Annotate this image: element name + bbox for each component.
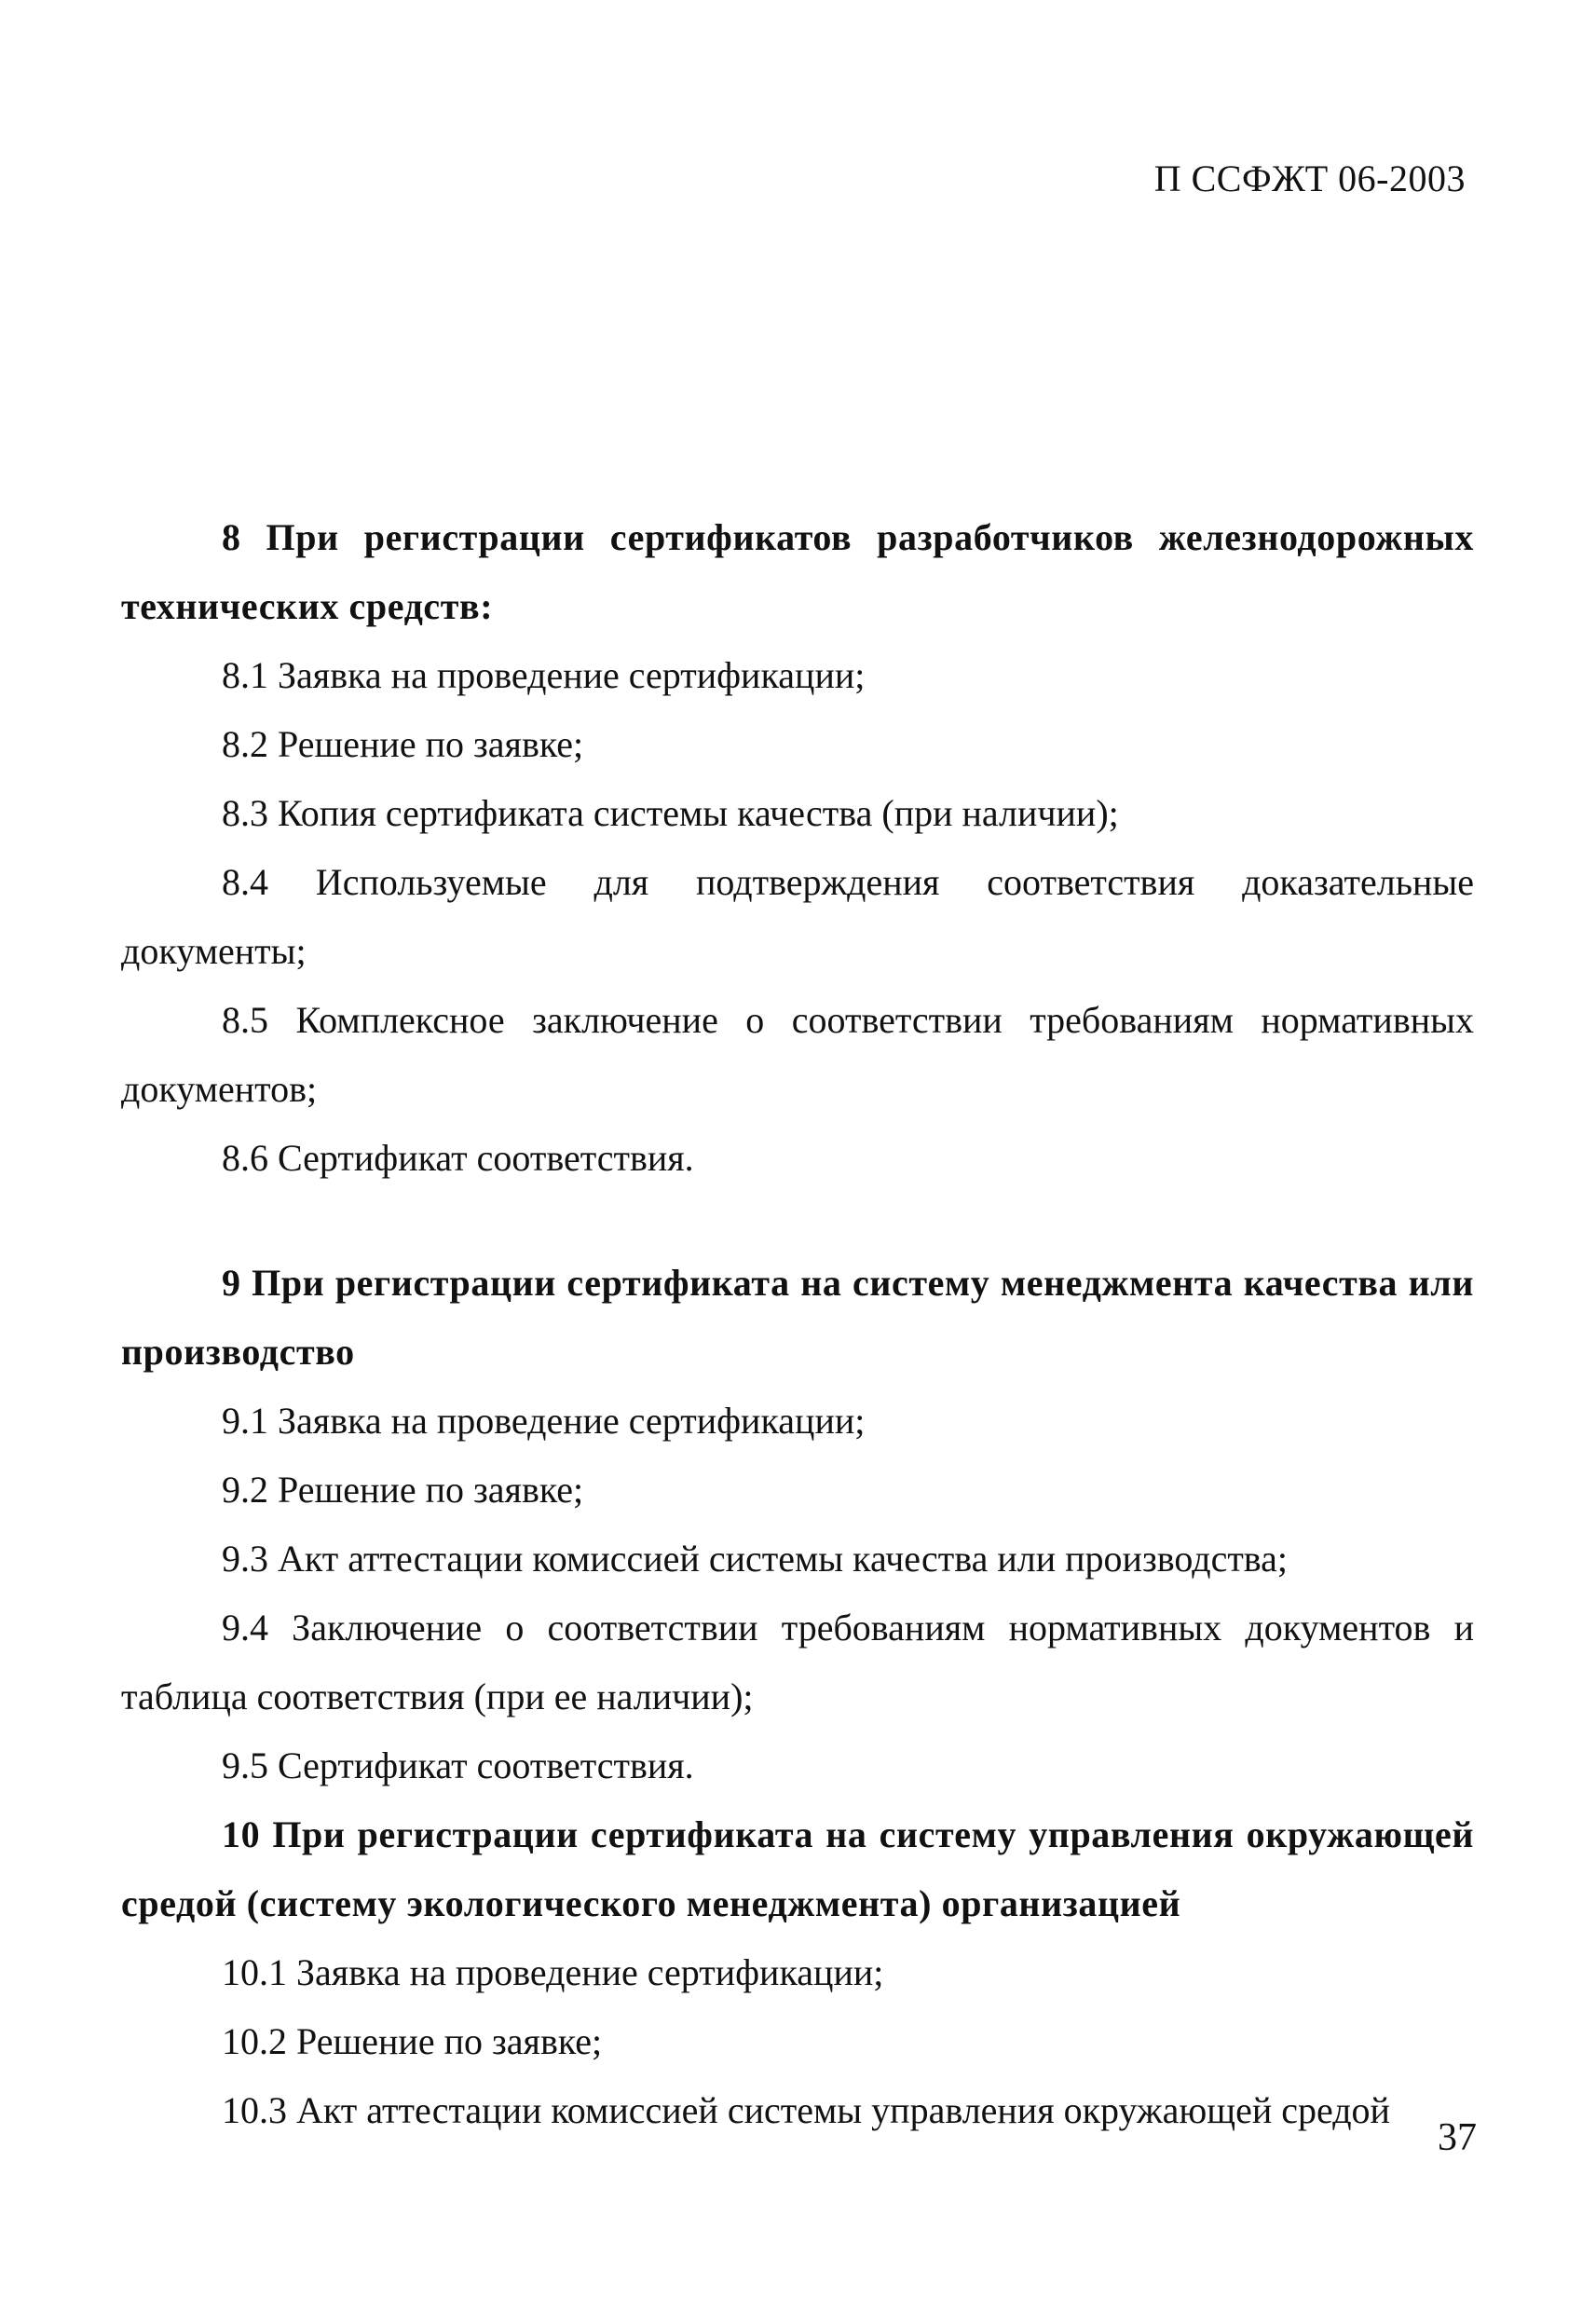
list-item: 10.1 Заявка на проведение сертификации; (222, 1951, 884, 1993)
list-item: 8.4 Используемые для подтверждения соответствия доказательные документы; (121, 861, 1474, 972)
section-heading: 9 При регистрации сертификата на систему менеджмента качества или производство (121, 1262, 1474, 1373)
section-8 (121, 503, 1474, 1193)
section-heading: 10 При регистрации сертификата на систему управления окружающей средой (систему экологического менеджмента) организацией (121, 1813, 1474, 1924)
list-item: 8.1 Заявка на проведение сертификации; (222, 654, 866, 696)
list-item: 8.5 Комплексное заключение о соответствии требованиям нормативных документов; (121, 999, 1474, 1110)
list-item: 8.6 Сертификат соответствия. (222, 1137, 694, 1179)
document-code-header: П ССФЖТ 06-2003 (1153, 157, 1466, 199)
list-item: 9.5 Сертификат соответствия. (222, 1744, 694, 1786)
list-item: 9.4 Заключение о соответствии требованиям нормативных документов и таблица соответствия (при ее наличии); (121, 1607, 1474, 1717)
document-body (121, 503, 1474, 2145)
section-heading: 8 При регистрации сертификатов разработчиков железнодорожных технических средств: (121, 516, 1474, 627)
list-item: 9.1 Заявка на проведение сертификации; (222, 1400, 866, 1442)
section-9 (121, 1249, 1474, 1800)
list-item: 10.2 Решение по заявке; (222, 2020, 603, 2062)
list-item: 9.3 Акт аттестации комиссией системы качества или производства; (222, 1538, 1289, 1580)
list-item: 9.2 Решение по заявке; (222, 1469, 584, 1511)
list-item: 8.2 Решение по заявке; (222, 723, 584, 765)
page-number: 37 (1438, 2116, 1477, 2159)
list-item: 10.3 Акт аттестации комиссией системы управления окружающей средой (222, 2089, 1390, 2131)
section-10 (121, 1800, 1474, 2145)
list-item: 8.3 Копия сертификата системы качества (при наличии); (222, 792, 1119, 834)
